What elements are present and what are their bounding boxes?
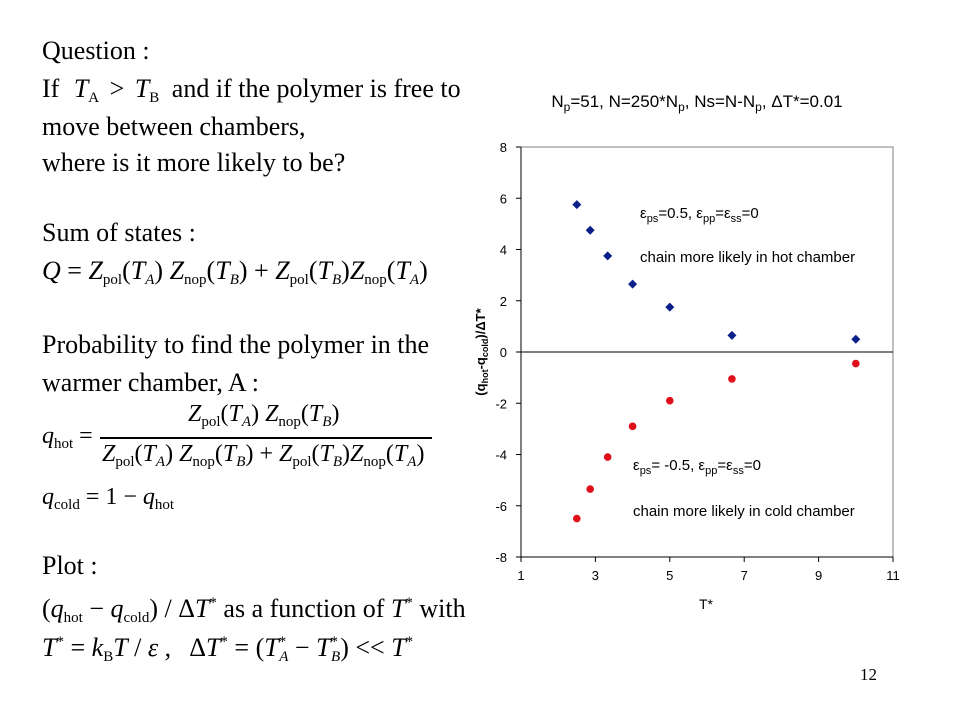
ta-symbol: $T_A$ [73,74,100,106]
annotation-cold-note: chain more likely in cold chamber [633,503,855,520]
y-tick-label: -2 [495,396,507,412]
y-tick-label: 6 [499,191,507,207]
series-1-point [572,200,581,209]
q-cold-formula: $q_{cold} = 1 - q_{hot}$ [42,484,175,513]
x-tick-label: 7 [740,568,748,583]
if-word: If [42,74,60,103]
series-1-point [628,280,637,289]
condition-rest: and if the polymer is free to [171,74,461,103]
q-hot-label: $q_{hot}$ = [42,423,93,452]
plot-description-line: $(q_{hot} - q_{cold}) / \Delta T^*$ as a function of T* with [42,594,466,626]
y-tick-label: 2 [499,293,507,309]
series-2-point [666,397,674,405]
chart-title: $N_p=51$, $N=250*N_p$, $Ns=N-N_p$, ΔT*=0.01 [551,92,843,114]
probability-heading-1: Probability to find the polymer in the [42,330,430,359]
series-2-point [728,375,736,383]
series-1-point [665,303,674,312]
page-number: 12 [860,665,877,684]
sum-of-states-heading: Sum of states : [42,218,196,247]
y-tick-label: -4 [495,447,507,463]
y-tick-label: 8 [499,140,507,155]
y-axis-label: $(q_{hot}-q_{cold})/\Delta T*$ [473,308,490,396]
x-axis-label: T* [699,596,713,612]
q-hot-denominator: $Z_{pol}(T_A) Z_{nop}(T_B) + Z_{pol}(T_B)Z_{nop}(T_A)$ [102,441,425,470]
question-heading: Question : [42,36,150,65]
annotation-eps-negative: $\varepsilon_{ps}= -0.5$, $\varepsilon_{pp}=\varepsilon_{ss}=0$ [633,457,761,477]
x-tick-label: 5 [666,568,674,583]
annotation-eps-positive: $\varepsilon_{ps}=0.5$, $\varepsilon_{pp}=\varepsilon_{ss}=0$ [640,205,759,225]
sum-of-states-formula: $Q = Z_{pol}(TA) Z_{nop}(TB) + Z_{pol}(TB)Z_{nop}(TA)$ [42,256,428,288]
question-line-3: move between chambers, [42,112,306,141]
greater-than: > [109,74,125,103]
annotation-hot-note: chain more likely in hot chamber [640,249,856,266]
y-tick-label: -6 [495,498,507,514]
series-1-point [727,331,736,340]
plot-definition-line: $T^* = k_BT / \varepsilon$ , ΔT* = (T*A − T*B) << T* [42,633,414,665]
tb-symbol: $T_B$ [134,74,160,106]
series-1-point [603,251,612,260]
series-1-point [851,335,860,344]
x-tick-label: 3 [591,568,600,583]
y-tick-label: 4 [499,242,507,258]
plot-heading: Plot : [42,551,98,580]
series-2-point [604,453,612,461]
probability-heading-2: warmer chamber, A : [42,368,259,397]
series-2-point [586,485,594,493]
y-tick-label: -8 [495,550,507,565]
x-tick-label: 1 [517,568,525,583]
x-tick-label: 11 [886,568,900,583]
series-2-point [573,515,581,523]
x-tick-label: 9 [814,568,823,583]
q-hot-numerator: $Z_{pol}(T_A)$ $Z_{nop}(T_B)$ [188,401,340,430]
series-1-point [586,226,595,235]
question-line-4: where is it more likely to be? [42,148,346,177]
series-2-point [629,423,637,431]
series-2-point [852,360,860,368]
y-tick-label: 0 [499,345,507,360]
